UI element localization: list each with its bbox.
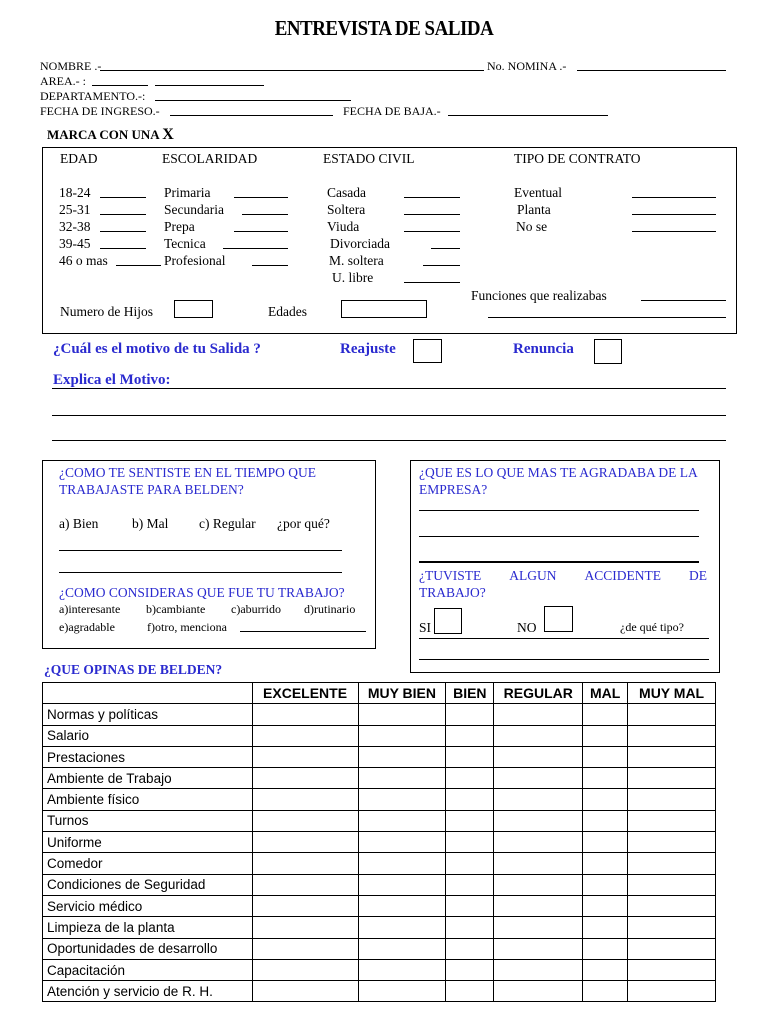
reajuste-label: Reajuste — [340, 341, 396, 357]
rating-cell[interactable] — [628, 810, 716, 831]
estado-civil-blank[interactable] — [404, 231, 460, 232]
edad-blank[interactable] — [100, 197, 146, 198]
sentiste-por-que: ¿por qué? — [277, 516, 330, 531]
escolaridad-option: Primaria — [164, 185, 211, 200]
opinion-heading: ¿QUE OPINAS DE BELDEN? — [44, 662, 223, 677]
area-field-1[interactable] — [92, 85, 148, 86]
table-row — [43, 981, 716, 1002]
numero-hijos-label: Numero de Hijos — [60, 304, 153, 319]
sentiste-option-c: c) Regular — [199, 516, 256, 531]
estado-civil-blank[interactable] — [431, 248, 460, 249]
marca-x: X — [162, 126, 174, 143]
rating-cell[interactable] — [628, 874, 716, 895]
estado-civil-heading: ESTADO CIVIL — [323, 151, 415, 166]
rating-cell[interactable] — [358, 895, 446, 916]
opinion-table — [42, 682, 716, 1002]
rating-cell[interactable] — [358, 832, 446, 853]
table-row — [43, 725, 716, 746]
trabajo-option: f)otro, menciona — [147, 620, 227, 634]
rating-cell[interactable] — [252, 895, 358, 916]
accidente-word: ¿TUVISTE — [419, 568, 482, 583]
rating-cell[interactable] — [583, 917, 628, 938]
si-checkbox[interactable] — [434, 608, 462, 634]
nomina-field[interactable] — [577, 70, 726, 71]
rating-cell[interactable] — [494, 725, 583, 746]
agradaba-line[interactable] — [419, 536, 699, 537]
row-label: Limpieza de la planta — [43, 917, 253, 938]
tipo-contrato-option: Planta — [517, 202, 551, 217]
escolaridad-blank[interactable] — [223, 248, 288, 249]
tipo-contrato-heading: TIPO DE CONTRATO — [514, 151, 641, 166]
estado-civil-blank[interactable] — [423, 265, 460, 266]
tipo-line[interactable] — [419, 638, 709, 639]
estado-civil-option: Casada — [327, 185, 366, 200]
edad-option: 32-38 — [59, 219, 91, 234]
departamento-field[interactable] — [155, 100, 351, 101]
estado-civil-blank[interactable] — [404, 214, 460, 215]
rating-cell[interactable] — [628, 789, 716, 810]
rating-cell[interactable] — [446, 853, 494, 874]
escolaridad-option: Profesional — [164, 253, 226, 268]
rating-cell[interactable] — [252, 959, 358, 980]
rating-cell[interactable] — [358, 746, 446, 767]
marca-instruction — [47, 126, 174, 144]
rating-cell[interactable] — [628, 746, 716, 767]
rating-cell[interactable] — [583, 938, 628, 959]
tipo-line[interactable] — [419, 659, 709, 660]
reajuste-checkbox[interactable] — [413, 339, 442, 363]
escolaridad-option: Tecnica — [164, 236, 206, 251]
column-header: BIEN — [446, 683, 494, 704]
fecha-ingreso-field[interactable] — [170, 115, 333, 116]
escolaridad-blank[interactable] — [234, 197, 288, 198]
rating-cell[interactable] — [583, 810, 628, 831]
rating-cell[interactable] — [628, 725, 716, 746]
row-label: Comedor — [43, 853, 253, 874]
rating-cell[interactable] — [583, 832, 628, 853]
column-header: MUY MAL — [628, 683, 716, 704]
escolaridad-option: Prepa — [164, 219, 195, 234]
estado-civil-option: Viuda — [327, 219, 360, 234]
rating-cell[interactable] — [583, 746, 628, 767]
rating-cell[interactable] — [252, 746, 358, 767]
accidente-question-line2: TRABAJO? — [419, 585, 486, 600]
rating-cell[interactable] — [583, 853, 628, 874]
row-label: Servicio médico — [43, 895, 253, 916]
rating-cell[interactable] — [252, 853, 358, 874]
agradaba-question: ¿QUE ES LO QUE MAS TE AGRADABA DE LA EMPRESA? — [419, 465, 698, 497]
tipo-contrato-blank[interactable] — [632, 214, 716, 215]
trabajo-option: c)aburrido — [231, 602, 281, 616]
rating-cell[interactable] — [583, 768, 628, 789]
tipo-label: ¿de qué tipo? — [620, 620, 684, 634]
rating-cell[interactable] — [252, 874, 358, 895]
rating-cell[interactable] — [494, 853, 583, 874]
rating-cell[interactable] — [446, 725, 494, 746]
rating-cell[interactable] — [583, 874, 628, 895]
fecha-baja-label: FECHA DE BAJA.- — [343, 104, 441, 118]
rating-cell[interactable] — [252, 917, 358, 938]
sentiste-option-b: b) Mal — [132, 516, 169, 531]
rating-cell[interactable] — [583, 981, 628, 1002]
rating-cell[interactable] — [583, 725, 628, 746]
rating-cell[interactable] — [252, 704, 358, 725]
column-header: REGULAR — [494, 683, 583, 704]
row-label: Prestaciones — [43, 746, 253, 767]
trabajo-option: e)agradable — [59, 620, 115, 634]
table-row — [43, 874, 716, 895]
renuncia-checkbox[interactable] — [594, 339, 622, 364]
table-row — [43, 853, 716, 874]
row-label: Uniforme — [43, 832, 253, 853]
funciones-field-2[interactable] — [488, 317, 726, 318]
rating-cell[interactable] — [628, 853, 716, 874]
rating-cell[interactable] — [252, 768, 358, 789]
edad-option: 39-45 — [59, 236, 91, 251]
rating-cell[interactable] — [358, 938, 446, 959]
rating-cell[interactable] — [583, 895, 628, 916]
estado-civil-option: M. soltera — [329, 253, 384, 268]
edad-heading: EDAD — [60, 151, 98, 166]
rating-cell[interactable] — [358, 810, 446, 831]
rating-cell[interactable] — [252, 832, 358, 853]
explica-line[interactable] — [52, 388, 726, 389]
tipo-contrato-blank[interactable] — [632, 197, 716, 198]
edades-box[interactable] — [341, 300, 427, 318]
rating-cell[interactable] — [494, 746, 583, 767]
accidente-word: ALGUN — [509, 568, 557, 583]
page-title: ENTREVISTA DE SALIDA — [274, 16, 494, 40]
row-label: Condiciones de Seguridad — [43, 874, 253, 895]
rating-cell[interactable] — [494, 874, 583, 895]
rating-cell[interactable] — [628, 832, 716, 853]
renuncia-label: Renuncia — [513, 341, 574, 357]
trabajo-option: d)rutinario — [304, 602, 356, 616]
rating-cell[interactable] — [628, 768, 716, 789]
rating-cell[interactable] — [446, 874, 494, 895]
column-header: MAL — [583, 683, 628, 704]
explica-label: Explica el Motivo: — [53, 372, 171, 388]
rating-cell[interactable] — [446, 746, 494, 767]
estado-civil-blank[interactable] — [404, 197, 460, 198]
accidente-word: ACCIDENTE — [584, 568, 661, 583]
rating-cell[interactable] — [446, 981, 494, 1002]
table-header-row — [43, 683, 716, 704]
rating-cell[interactable] — [628, 704, 716, 725]
escolaridad-blank[interactable] — [242, 214, 288, 215]
table-row — [43, 959, 716, 980]
table-row — [43, 938, 716, 959]
edad-blank[interactable] — [116, 265, 161, 266]
rating-cell[interactable] — [494, 768, 583, 789]
trabajo-question: ¿COMO CONSIDERAS QUE FUE TU TRABAJO? — [59, 585, 345, 600]
row-label: Capacitación — [43, 959, 253, 980]
rating-cell[interactable] — [358, 874, 446, 895]
rating-cell[interactable] — [583, 789, 628, 810]
no-label: NO — [517, 620, 537, 635]
funciones-label: Funciones que realizabas — [471, 288, 607, 303]
rating-cell[interactable] — [446, 938, 494, 959]
rating-cell[interactable] — [358, 704, 446, 725]
rating-cell[interactable] — [252, 789, 358, 810]
table-row — [43, 810, 716, 831]
rating-cell[interactable] — [494, 832, 583, 853]
nombre-label: NOMBRE .- — [40, 59, 102, 73]
sentiste-line[interactable] — [59, 550, 342, 551]
escolaridad-option: Secundaria — [164, 202, 224, 217]
table-row — [43, 768, 716, 789]
rating-cell[interactable] — [494, 895, 583, 916]
rating-cell[interactable] — [252, 938, 358, 959]
rating-cell[interactable] — [358, 725, 446, 746]
tipo-contrato-option: No se — [516, 219, 548, 234]
area-field-2[interactable] — [155, 85, 264, 86]
tipo-contrato-option: Eventual — [514, 185, 562, 200]
rating-cell[interactable] — [446, 704, 494, 725]
rating-cell[interactable] — [446, 768, 494, 789]
rating-cell[interactable] — [628, 938, 716, 959]
rating-cell[interactable] — [628, 981, 716, 1002]
rating-cell[interactable] — [494, 704, 583, 725]
explica-line[interactable] — [52, 415, 726, 416]
estado-civil-blank[interactable] — [404, 282, 460, 283]
rating-cell[interactable] — [494, 789, 583, 810]
tipo-contrato-blank[interactable] — [632, 231, 716, 232]
row-label: Normas y políticas — [43, 704, 253, 725]
rating-cell[interactable] — [583, 704, 628, 725]
sentiste-question: ¿COMO TE SENTISTE EN EL TIEMPO QUE TRABAJASTE PARA BELDEN? — [59, 465, 316, 497]
si-label: SI — [419, 620, 432, 635]
menciona-field[interactable] — [240, 631, 366, 632]
row-label: Turnos — [43, 810, 253, 831]
sentiste-option-a: a) Bien — [59, 516, 99, 531]
table-row — [43, 789, 716, 810]
rating-cell[interactable] — [494, 959, 583, 980]
area-label: AREA.- : — [40, 74, 86, 88]
table-row — [43, 832, 716, 853]
rating-cell[interactable] — [628, 959, 716, 980]
rating-cell[interactable] — [446, 959, 494, 980]
table-row — [43, 917, 716, 938]
row-label: Atención y servicio de R. H. — [43, 981, 253, 1002]
rating-cell[interactable] — [358, 959, 446, 980]
rating-cell[interactable] — [446, 832, 494, 853]
rating-cell[interactable] — [494, 938, 583, 959]
estado-civil-option: U. libre — [332, 270, 374, 285]
agradaba-line[interactable] — [419, 561, 699, 563]
trabajo-option: b)cambiante — [146, 602, 206, 616]
fecha-baja-field[interactable] — [448, 115, 608, 116]
edad-option: 25-31 — [59, 202, 91, 217]
row-label: Ambiente físico — [43, 789, 253, 810]
rating-cell[interactable] — [358, 789, 446, 810]
rating-cell[interactable] — [358, 768, 446, 789]
row-label-header — [43, 683, 253, 704]
column-header: EXCELENTE — [252, 683, 358, 704]
table-row — [43, 895, 716, 916]
motivo-question: ¿Cuál es el motivo de tu Salida ? — [53, 341, 261, 357]
rating-cell[interactable] — [358, 917, 446, 938]
no-checkbox[interactable] — [544, 606, 573, 632]
rating-cell[interactable] — [628, 917, 716, 938]
row-label: Oportunidades de desarrollo — [43, 938, 253, 959]
row-label: Ambiente de Trabajo — [43, 768, 253, 789]
column-header: MUY BIEN — [358, 683, 446, 704]
table-row — [43, 704, 716, 725]
edad-option: 18-24 — [59, 185, 91, 200]
nombre-field[interactable] — [100, 70, 484, 71]
rating-cell[interactable] — [494, 810, 583, 831]
funciones-field-1[interactable] — [641, 300, 726, 301]
edad-blank[interactable] — [100, 248, 146, 249]
rating-cell[interactable] — [252, 810, 358, 831]
escolaridad-heading: ESCOLARIDAD — [162, 151, 258, 166]
edad-blank[interactable] — [100, 231, 146, 232]
rating-cell[interactable] — [446, 789, 494, 810]
edad-blank[interactable] — [100, 214, 146, 215]
sentiste-line[interactable] — [59, 572, 342, 573]
rating-cell[interactable] — [494, 981, 583, 1002]
rating-cell[interactable] — [446, 895, 494, 916]
nomina-label: No. NOMINA .- — [487, 59, 567, 73]
escolaridad-blank[interactable] — [252, 265, 288, 266]
rating-cell[interactable] — [583, 959, 628, 980]
edad-option: 46 o mas — [59, 253, 108, 268]
table-row — [43, 746, 716, 767]
rating-cell[interactable] — [628, 895, 716, 916]
explica-line[interactable] — [52, 440, 726, 441]
row-label: Salario — [43, 725, 253, 746]
rating-cell[interactable] — [446, 810, 494, 831]
accidente-word: DE — [688, 568, 707, 583]
rating-cell[interactable] — [494, 917, 583, 938]
marca-text: MARCA CON UNA — [47, 127, 159, 142]
rating-cell[interactable] — [358, 853, 446, 874]
rating-cell[interactable] — [446, 917, 494, 938]
estado-civil-option: Divorciada — [330, 236, 390, 251]
numero-hijos-box[interactable] — [174, 300, 213, 318]
departamento-label: DEPARTAMENTO.-: — [40, 89, 146, 103]
rating-cell[interactable] — [252, 981, 358, 1002]
escolaridad-blank[interactable] — [234, 231, 288, 232]
edades-label: Edades — [268, 304, 307, 319]
estado-civil-option: Soltera — [327, 202, 366, 217]
rating-cell[interactable] — [358, 981, 446, 1002]
rating-cell[interactable] — [252, 725, 358, 746]
agradaba-line[interactable] — [419, 510, 699, 511]
trabajo-option: a)interesante — [59, 602, 121, 616]
accidente-question — [419, 567, 707, 584]
fecha-ingreso-label: FECHA DE INGRESO.- — [40, 104, 160, 118]
